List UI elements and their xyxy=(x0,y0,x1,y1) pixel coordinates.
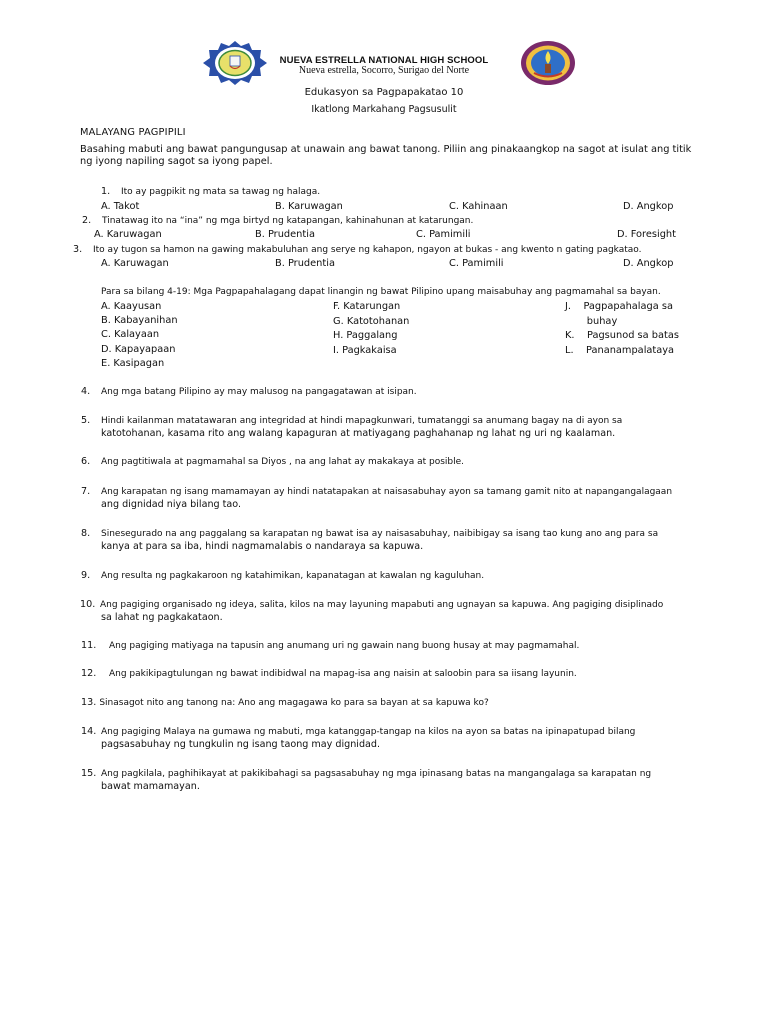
question-number: 12. xyxy=(81,668,97,679)
question xyxy=(81,640,579,653)
question-number: 5. xyxy=(81,415,91,426)
question-text: Ang mga batang Pilipino ay may malusog na pangagatawan at isipan. xyxy=(101,387,417,397)
question xyxy=(81,726,635,739)
question-number: 13. xyxy=(81,697,97,708)
question-text-continued: pagsasabuhay ng tungkulin ng isang taong may dignidad. xyxy=(101,739,381,750)
value-item: C. Kalayaan xyxy=(101,329,160,340)
question xyxy=(81,415,622,428)
question-text: Ang pakikipagtulungan ng bawat indibidwal na mapag-isa ang naisin at saloobin para sa iisang layunin. xyxy=(109,669,577,679)
question xyxy=(81,528,658,541)
option-d: D. Foresight xyxy=(617,229,676,240)
question-number: 2. xyxy=(82,215,92,226)
option-b: B. Prudentia xyxy=(275,258,335,269)
section-title: MALAYANG PAGPIPILI xyxy=(80,127,186,138)
value-item: K. Pagsunod sa batas xyxy=(565,330,679,341)
option-b: B. Karuwagan xyxy=(275,201,343,212)
question-text: Ito ay tugon sa hamon na gawing makabuluhan ang serye ng kahapon, ngayon at bukas - ang kwento n gating pagkatao. xyxy=(93,245,642,255)
question-text: Ang pagiging Malaya na gumawa ng mabuti, mga katanggap-tangap na kilos na ayon sa batas na ipinapatupad bilang xyxy=(101,727,636,737)
value-item: F. Katarungan xyxy=(333,301,401,312)
question xyxy=(81,697,489,710)
question xyxy=(81,456,464,469)
values-intro: Para sa bilang 4-19: Mga Pagpapahalagang dapat linangin ng bawat Pilipino upang maisabuhay ang pagmamahal sa bayan. xyxy=(101,287,661,297)
question xyxy=(81,386,417,399)
option-c: C. Pamimili xyxy=(416,229,471,240)
question-text: Ang pagtitiwala at pagmamahal sa Diyos , na ang lahat ay makakaya at posible. xyxy=(101,457,465,467)
question xyxy=(80,599,663,612)
question-text: Hindi kailanman matatawaran ang integridad at hindi mapagkunwari, tumatanggi sa anumang bagay na di ayon sa xyxy=(101,416,623,426)
exam-title: Ikatlong Markahang Pagsusulit xyxy=(311,104,457,115)
question-number: 7. xyxy=(81,486,91,497)
question-text: Ang pagiging organisado ng ideya, salita, kilos na may layuning mapabuti ang ugnayan sa kapuwa. Ang pagiging disiplinado xyxy=(100,600,664,610)
question xyxy=(81,486,672,499)
question-number: 9. xyxy=(81,570,91,581)
question xyxy=(81,668,577,681)
value-item: B. Kabayanihan xyxy=(101,315,178,326)
question-text: Ang pagkilala, paghihikayat at pakikibahagi sa pagsasabuhay ng mga ipinasang batas na mangangalaga sa karapatan ng xyxy=(101,769,652,779)
value-item: G. Katotohanan xyxy=(333,316,410,327)
question-number: 1. xyxy=(101,186,111,197)
option-d: D. Angkop xyxy=(623,258,674,269)
question-number: 8. xyxy=(81,528,91,539)
option-a: A. Takot xyxy=(101,201,140,212)
question xyxy=(81,768,651,781)
subject-title: Edukasyon sa Pagpapakatao 10 xyxy=(304,87,464,98)
value-item: J. Pagpapahalaga sa xyxy=(565,301,673,312)
question-number: 10. xyxy=(80,599,96,610)
option-b: B. Prudentia xyxy=(255,229,315,240)
value-item: H. Paggalang xyxy=(333,330,398,341)
option-a: A. Karuwagan xyxy=(94,229,162,240)
question-number: 3. xyxy=(73,244,83,255)
option-a: A. Karuwagan xyxy=(101,258,169,269)
question xyxy=(81,570,484,583)
value-item: L. Pananampalataya xyxy=(565,345,675,356)
question-text-continued: bawat mamamayan. xyxy=(101,781,200,792)
value-item: buhay xyxy=(565,316,618,327)
question-number: 11. xyxy=(81,640,97,651)
value-item: E. Kasipagan xyxy=(101,358,165,369)
question-text: Ang resulta ng pagkakaroon ng katahimikan, kapanatagan at kawalan ng kaguluhan. xyxy=(101,571,485,581)
value-item: I. Pagkakaisa xyxy=(333,345,397,356)
question-text: Ang karapatan ng isang mamamayan ay hindi natatapakan at naisasabuhay ayon sa tamang gamit nito at napangangalagaan xyxy=(101,487,673,497)
question-number: 14. xyxy=(81,726,97,737)
option-d: D. Angkop xyxy=(623,201,674,212)
question xyxy=(82,215,473,228)
school-name: NUEVA ESTRELLA NATIONAL HIGH SCHOOL xyxy=(279,55,489,66)
option-c: C. Kahinaan xyxy=(449,201,508,212)
question-number: 4. xyxy=(81,386,91,397)
instructions-line-2: ng iyong napiling sagot sa iyong papel. xyxy=(80,156,273,167)
question-text: Tinatawag ito na “ina” ng mga birtyd ng katapangan, kahinahunan at katarungan. xyxy=(102,216,474,226)
question-text-continued: ang dignidad niya bilang tao. xyxy=(101,499,242,510)
question-text: Ang pagiging matiyaga na tapusin ang anumang uri ng gawain nang buong husay at may pagmamahal. xyxy=(109,641,580,651)
question-text: Sinesegurado na ang paggalang sa karapatan ng bawat isa ay naisasabuhay, naibibigay sa isang tao kung ano ang para sa xyxy=(101,529,659,539)
question-text: Sinasagot nito ang tanong na: Ano ang magagawa ko para sa bayan at sa kapuwa ko? xyxy=(99,698,489,708)
value-item: D. Kapayapaan xyxy=(101,344,176,355)
option-c: C. Pamimili xyxy=(449,258,504,269)
question-text: Ito ay pagpikit ng mata sa tawag ng halaga. xyxy=(121,187,321,197)
instructions-line-1: Basahing mabuti ang bawat pangungusap at unawain ang bawat tanong. Piliin ang pinakaangkop na sagot at isulat ang titik xyxy=(80,144,692,155)
question-text-continued: sa lahat ng pagkakataon. xyxy=(101,612,223,623)
question-text-continued: katotohanan, kasama rito ang walang kapaguran at matiyagang paghahanap ng lahat ng uri ng kaalaman. xyxy=(101,428,616,439)
value-item: A. Kaayusan xyxy=(101,301,162,312)
question-text-continued: kanya at para sa iba, hindi nagmamalabis o nandaraya sa kapuwa. xyxy=(101,541,424,552)
question xyxy=(101,186,320,199)
question xyxy=(73,244,642,257)
question-number: 6. xyxy=(81,456,91,467)
school-address: Nueva estrella, Socorro, Surigao del Norte xyxy=(298,65,470,76)
question-number: 15. xyxy=(81,768,97,779)
